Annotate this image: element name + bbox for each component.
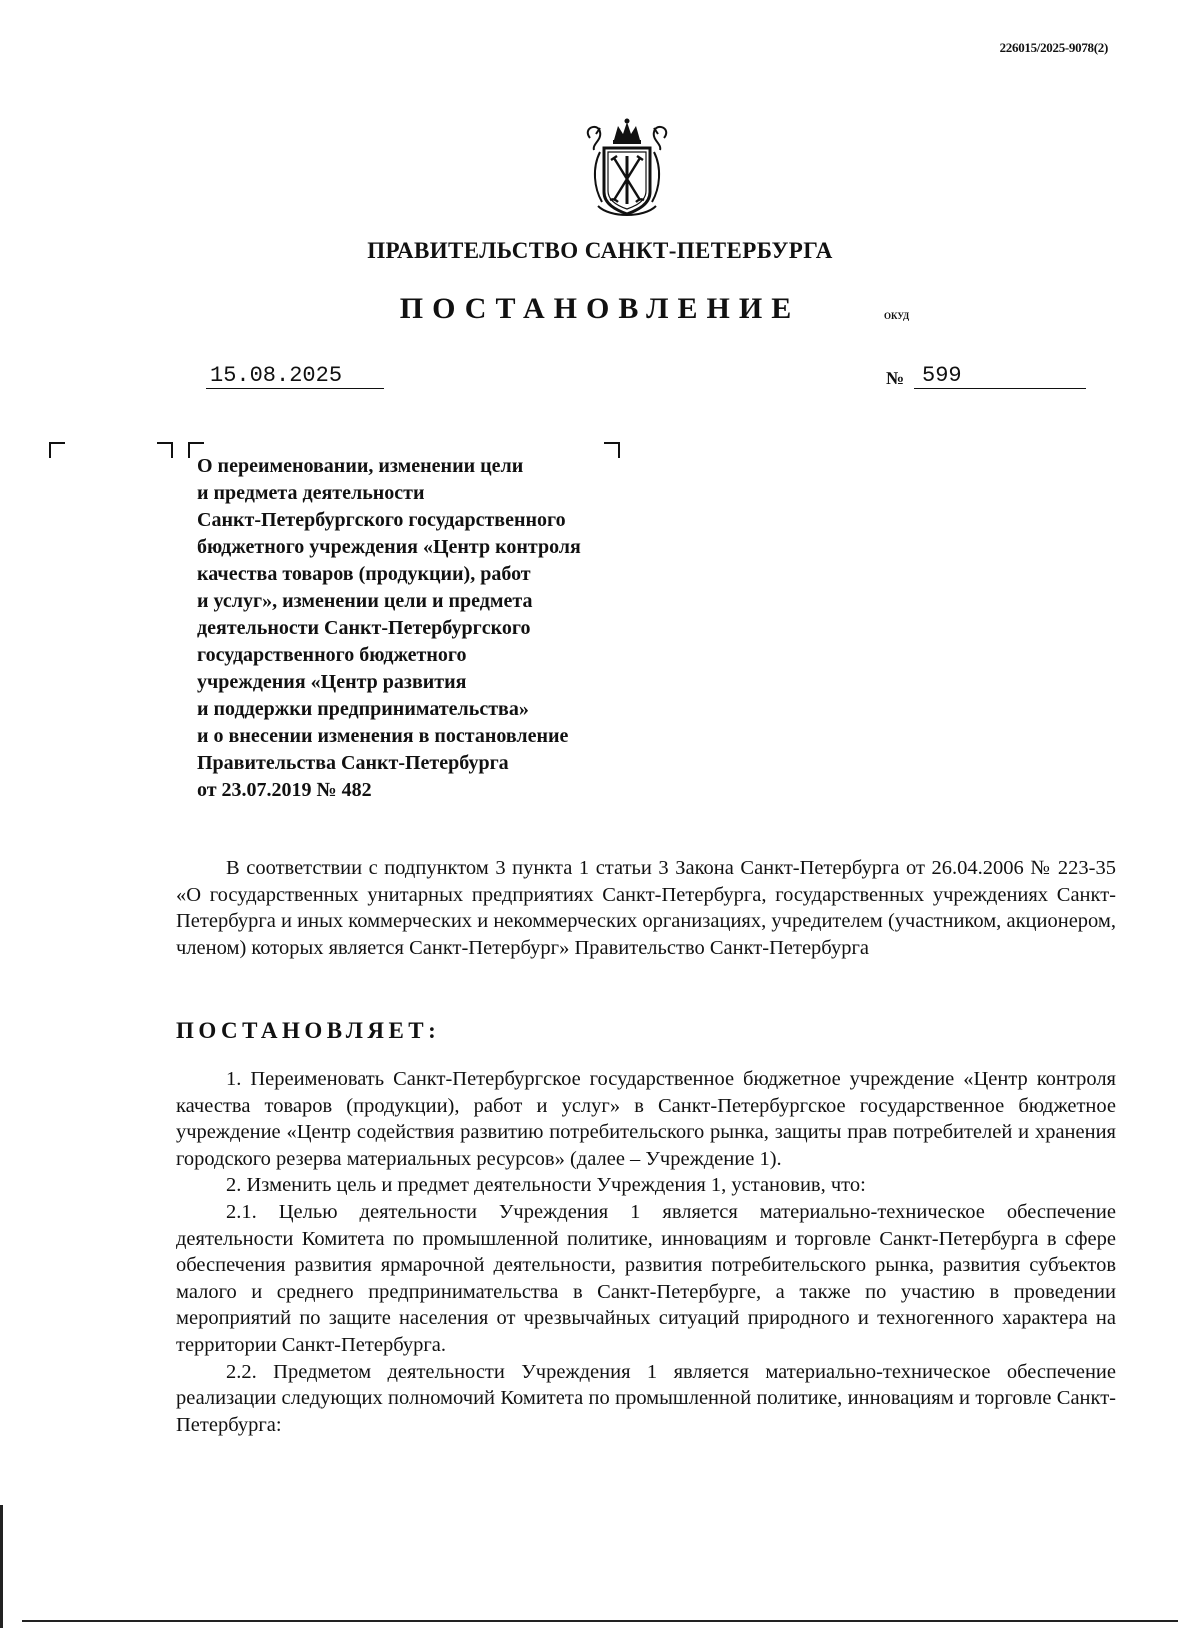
decree-items bbox=[176, 1066, 1116, 1438]
subject-line: государственного бюджетного bbox=[197, 644, 467, 666]
subject-line: и поддержки предпринимательства» bbox=[197, 698, 529, 720]
subject-line: Правительства Санкт-Петербурга bbox=[197, 752, 509, 774]
decree-item-2: 2. Изменить цель и предмет деятельности Учреждения 1, установив, что: bbox=[226, 1174, 866, 1197]
subject-line: бюджетного учреждения «Центр контроля bbox=[197, 536, 581, 558]
decree-item-1: 1. Переименовать Санкт-Петербургское государственное бюджетное учреждение «Центр контроля качества товаров (продукции), работ и услуг» в Санкт-Петербургское государственное бюджетное учреждение «Центр содействия развитию потребительского рынка, защиты прав потребителей и хранения городского резерва материальных ресурсов» (далее – Учреждение 1). bbox=[176, 1068, 1116, 1170]
decree-title: ПОСТАНОВЛЕНИЕ bbox=[399, 292, 801, 325]
margin-corner-mark bbox=[49, 442, 65, 458]
decree-number-field bbox=[886, 364, 1081, 390]
subject-line: и услуг», изменении цели и предмета bbox=[197, 590, 533, 612]
decree-date: 15.08.2025 bbox=[206, 364, 384, 389]
scan-bottom-edge bbox=[22, 1620, 1178, 1622]
government-title: ПРАВИТЕЛЬСТВО САНКТ-ПЕТЕРБУРГА bbox=[367, 238, 833, 263]
subject-line: и предмета деятельности bbox=[197, 482, 425, 504]
scan-edge-mark bbox=[0, 1505, 3, 1628]
subject-line: и о внесении изменения в постановление bbox=[197, 725, 569, 747]
preamble-paragraph: В соответствии с подпунктом 3 пункта 1 статьи 3 Закона Санкт-Петербурга от 26.04.2006 № 223-35 «О государственных унитарных предприятиях Санкт-Петербурга, государственных учреждениях Санкт-Петербурга и иных коммерческих и некоммерческих организациях, учредителем (участником, акционером, членом) которых является Санкт-Петербург» Правительство Санкт-Петербурга bbox=[176, 857, 1116, 959]
subject-line: деятельности Санкт-Петербургского bbox=[197, 617, 531, 639]
decree-item-2-2: 2.2. Предметом деятельности Учреждения 1 является материально-техническое обеспечение реализации следующих полномочий Комитета по промышленной политике, инновациям и торговле Санкт-Петербурга: bbox=[176, 1360, 1116, 1436]
st-petersburg-coat-of-arms-icon bbox=[580, 118, 674, 222]
subject-line: от 23.07.2019 № 482 bbox=[197, 779, 372, 801]
subject-line: О переименовании, изменении цели bbox=[197, 455, 524, 477]
subject-line: качества товаров (продукции), работ bbox=[197, 563, 531, 585]
document-registration-code: 226015/2025-9078(2) bbox=[999, 40, 1108, 55]
decree-item-2-1: 2.1. Целью деятельности Учреждения 1 является материально-техническое обеспечение деятельности Комитета по промышленной политике, инновациям и торговле Санкт-Петербурга в сфере обеспечения развития ярмарочной деятельности, развития потребительского рынка, развития субъектов малого и среднего предпринимательства в Санкт-Петербурге, а также по участию в проведении мероприятий по защите населения от чрезвычайных ситуаций природного и техногенного характера на территории Санкт-Петербурга. bbox=[176, 1200, 1116, 1356]
decree-number: 599 bbox=[914, 364, 1086, 389]
decree-subject bbox=[197, 453, 677, 804]
subject-line: учреждения «Центр развития bbox=[197, 671, 467, 693]
number-sign: № bbox=[886, 368, 905, 388]
resolves-heading: ПОСТАНОВЛЯЕТ: bbox=[176, 1018, 441, 1043]
subject-corner-mark-left-end bbox=[157, 442, 173, 458]
subject-line: Санкт-Петербургского государственного bbox=[197, 509, 566, 531]
okud-label: ОКУД bbox=[884, 311, 910, 321]
